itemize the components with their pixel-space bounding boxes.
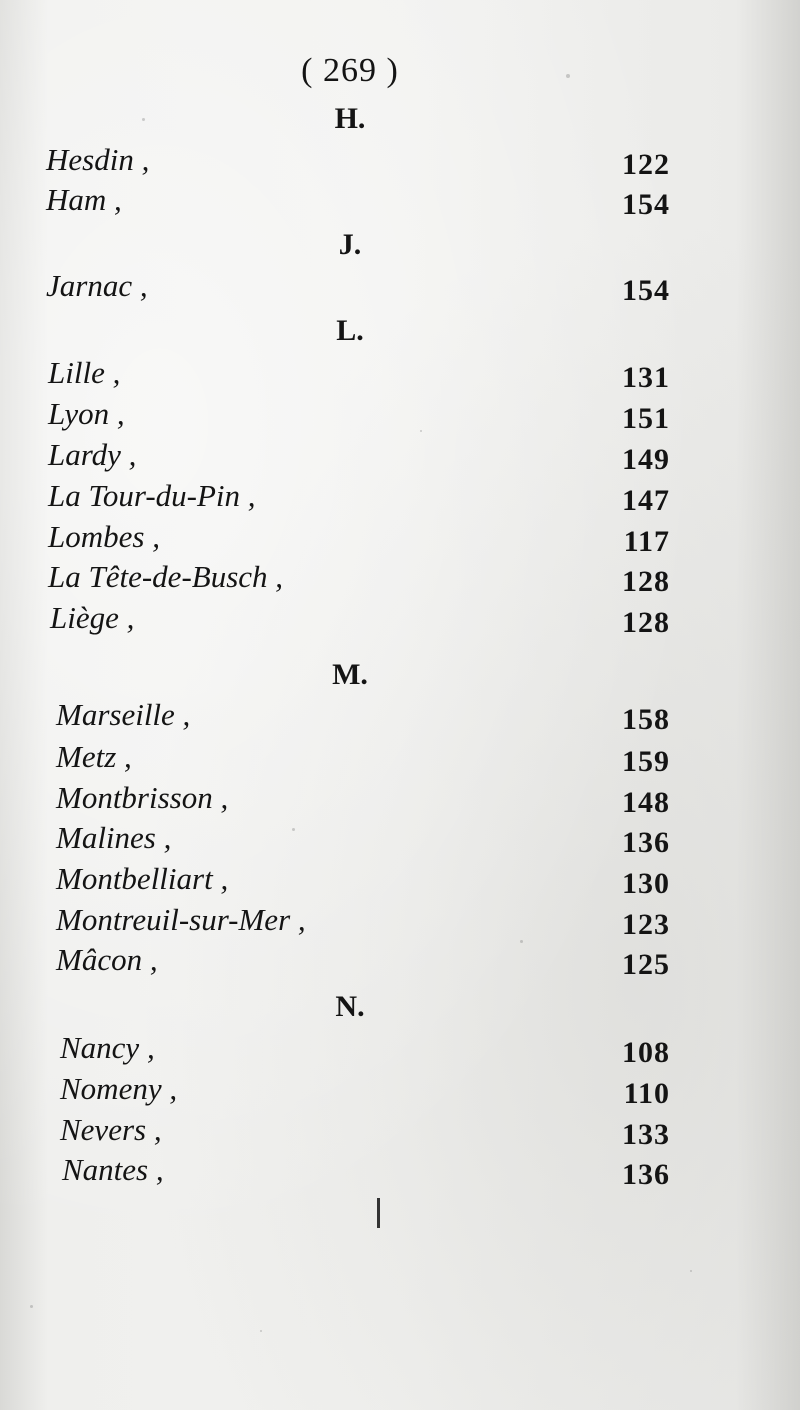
place-name: Nantes , <box>62 1152 164 1187</box>
index-entry <box>0 182 800 222</box>
end-rule <box>377 1198 380 1228</box>
index-entry <box>0 559 800 599</box>
index-entry <box>0 268 800 308</box>
place-name: Marseille , <box>56 697 191 732</box>
page-reference: 154 <box>622 188 670 221</box>
index-entry <box>0 902 800 942</box>
page-number: ( 269 ) <box>301 52 399 89</box>
index-entry <box>0 396 800 436</box>
place-name: Montreuil-sur-Mer , <box>56 902 306 937</box>
page-reference: 117 <box>623 525 670 558</box>
place-name: Liège , <box>50 600 135 635</box>
page-reference: 154 <box>622 274 670 307</box>
place-name: La Tour-du-Pin , <box>48 478 256 513</box>
section-letter-j: J. <box>338 228 362 261</box>
page-reference: 148 <box>622 786 670 819</box>
index-entry <box>0 142 800 182</box>
page-reference: 158 <box>622 703 670 736</box>
section-letter-n: N. <box>335 990 365 1023</box>
index-entry <box>0 1112 800 1152</box>
page-reference: 147 <box>622 484 670 517</box>
index-entry <box>0 355 800 395</box>
paper-speckle <box>690 1270 692 1272</box>
place-name: Lombes , <box>48 519 160 554</box>
page-reference: 131 <box>622 361 670 394</box>
page-reference: 130 <box>622 867 670 900</box>
index-entry <box>0 780 800 820</box>
index-entry <box>0 861 800 901</box>
index-entry <box>0 519 800 559</box>
place-name: Mâcon , <box>56 942 158 977</box>
place-name: Metz , <box>56 739 132 774</box>
index-entry <box>0 1030 800 1070</box>
index-entry <box>0 697 800 737</box>
page-reference: 125 <box>622 948 670 981</box>
index-entry <box>0 1152 800 1192</box>
page-reference: 128 <box>622 565 670 598</box>
index-entry <box>0 739 800 779</box>
place-name: Nevers , <box>60 1112 162 1147</box>
place-name: La Tête-de-Busch , <box>48 559 284 594</box>
page-reference: 108 <box>622 1036 670 1069</box>
place-name: Nomeny , <box>60 1071 178 1106</box>
section-letter-h: H. <box>334 102 366 135</box>
page-reference: 136 <box>622 1158 670 1191</box>
place-name: Montbelliart , <box>56 861 229 896</box>
page-reference: 128 <box>622 606 670 639</box>
page-reference: 149 <box>622 443 670 476</box>
place-name: Hesdin , <box>46 142 150 177</box>
page-reference: 122 <box>622 148 670 181</box>
index-entry <box>0 600 800 640</box>
place-name: Lyon , <box>48 396 125 431</box>
paper-speckle <box>260 1330 262 1332</box>
place-name: Jarnac , <box>46 268 148 303</box>
page-reference: 151 <box>622 402 670 435</box>
index-entry <box>0 437 800 477</box>
section-letter-m: M. <box>332 658 368 691</box>
index-entry <box>0 942 800 982</box>
page-reference: 123 <box>622 908 670 941</box>
section-letter-l: L. <box>336 314 364 347</box>
page-reference: 110 <box>623 1077 670 1110</box>
place-name: Montbrisson , <box>56 780 229 815</box>
place-name: Lardy , <box>48 437 137 472</box>
place-name: Nancy , <box>60 1030 155 1065</box>
place-name: Ham , <box>46 182 122 217</box>
place-name: Malines , <box>56 820 172 855</box>
paper-speckle <box>30 1305 33 1308</box>
page-reference: 133 <box>622 1118 670 1151</box>
place-name: Lille , <box>48 355 121 390</box>
page-reference: 136 <box>622 826 670 859</box>
page-reference: 159 <box>622 745 670 778</box>
index-entry <box>0 478 800 518</box>
index-entry <box>0 820 800 860</box>
index-entry <box>0 1071 800 1111</box>
